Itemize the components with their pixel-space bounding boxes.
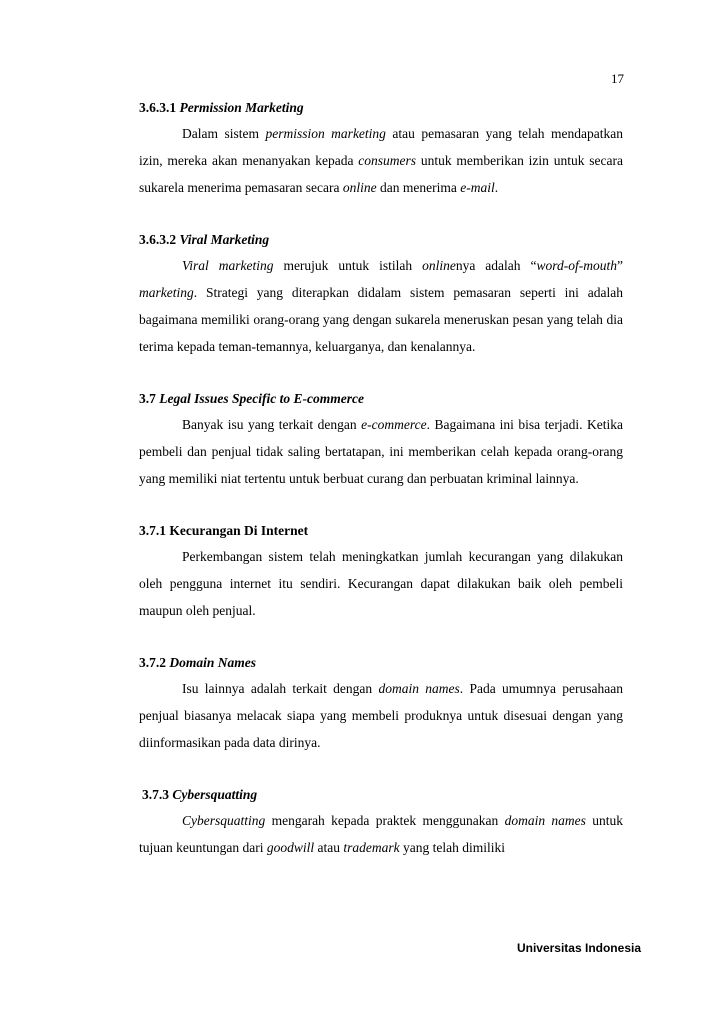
section-title: Legal Issues Specific to E-commerce xyxy=(159,391,364,406)
section-heading xyxy=(139,228,623,252)
italic-text: Viral marketing xyxy=(182,258,274,273)
body-text: . xyxy=(494,180,499,195)
section-3-7-3 xyxy=(139,783,623,861)
body-text: untuk tujuan keuntungan dari xyxy=(139,813,623,855)
italic-text: permission marketing xyxy=(265,126,386,141)
section-number: 3.7 xyxy=(139,391,156,406)
footer-institution: Universitas Indonesia xyxy=(516,941,641,955)
italic-text: domain names xyxy=(504,813,586,828)
section-3-7-2 xyxy=(139,651,623,756)
body-text: atau xyxy=(314,840,344,855)
italic-text: word-of-mouth xyxy=(536,258,617,273)
section-title: Permission Marketing xyxy=(179,100,304,115)
section-3-6-3-2 xyxy=(139,228,623,360)
section-heading xyxy=(139,387,623,411)
body-text: mengarah kepada praktek menggunakan xyxy=(265,813,505,828)
section-spacer xyxy=(139,624,623,651)
section-3-7 xyxy=(139,387,623,492)
section-heading xyxy=(139,96,623,120)
italic-text: e-commerce xyxy=(361,417,427,432)
body-text: dan menerima xyxy=(376,180,461,195)
section-paragraph xyxy=(139,807,623,861)
italic-text: Cybersquatting xyxy=(182,813,266,828)
italic-text: domain names xyxy=(378,681,460,696)
section-title: Viral Marketing xyxy=(179,232,270,247)
section-title: Cybersquatting xyxy=(172,787,258,802)
italic-text: trademark xyxy=(343,840,400,855)
body-text: nya adalah “ xyxy=(455,258,537,273)
body-text: Banyak isu yang terkait dengan xyxy=(182,417,362,432)
section-paragraph xyxy=(139,120,623,201)
italic-text: online xyxy=(422,258,456,273)
section-title: Domain Names xyxy=(169,655,257,670)
body-text: Dalam sistem xyxy=(182,126,266,141)
section-heading xyxy=(139,519,623,543)
italic-text: goodwill xyxy=(266,840,315,855)
italic-text: marketing xyxy=(139,285,194,300)
section-paragraph xyxy=(139,543,623,624)
italic-text: online xyxy=(342,180,377,195)
body-text: . Bagaimana ini bisa terjadi. Ketika pembeli dan penjual tidak saling bertatapan, ini memberikan celah kepada orang-orang yang memiliki niat tertentu untuk berbuat curang dan perbuatan kriminal lainnya. xyxy=(139,417,623,486)
section-spacer xyxy=(139,492,623,519)
section-heading xyxy=(142,783,623,807)
page-number: 17 xyxy=(611,71,624,86)
body-text: . Strategi yang diterapkan didalam sistem pemasaran seperti ini adalah bagaimana memiliki orang-orang yang dengan sukarela meneruskan pesan yang telah dia terima kepada teman-temannya, keluarganya, dan kenalannya. xyxy=(139,285,623,354)
section-paragraph xyxy=(139,411,623,492)
section-3-7-1 xyxy=(139,519,623,624)
section-title: Kecurangan Di Internet xyxy=(169,523,309,538)
section-number: 3.7.1 xyxy=(139,523,166,538)
section-spacer xyxy=(139,360,623,387)
italic-text: consumers xyxy=(358,153,417,168)
body-text: . Pada umumnya perusahaan penjual biasanya melacak siapa yang membeli produknya untuk disesuai dengan yang diinformasikan pada data dirinya. xyxy=(139,681,624,750)
section-number: 3.6.3.1 xyxy=(139,100,177,115)
section-paragraph xyxy=(139,252,623,360)
document-body xyxy=(139,96,623,861)
body-text: yang telah dimiliki xyxy=(399,840,505,855)
section-number: 3.7.3 xyxy=(142,787,169,802)
section-number: 3.7.2 xyxy=(139,655,166,670)
body-text: ” xyxy=(617,258,623,273)
section-3-6-3-1 xyxy=(139,96,623,201)
section-spacer xyxy=(139,756,623,783)
body-text: Isu lainnya adalah terkait dengan xyxy=(182,681,379,696)
body-text: atau pemasaran yang telah mendapatkan izin, mereka akan menanyakan kepada xyxy=(139,126,623,168)
section-heading xyxy=(139,651,623,675)
section-number: 3.6.3.2 xyxy=(139,232,177,247)
section-paragraph xyxy=(139,675,623,756)
body-text: merujuk untuk istilah xyxy=(273,258,423,273)
italic-text: e-mail xyxy=(460,180,495,195)
body-text: Perkembangan sistem telah meningkatkan jumlah kecurangan yang dilakukan oleh pengguna internet itu sendiri. Kecurangan dapat dilakukan baik oleh pembeli maupun oleh penjual. xyxy=(139,549,623,618)
section-spacer xyxy=(139,201,623,228)
body-text: untuk memberikan izin untuk secara sukarela menerima pemasaran secara xyxy=(139,153,623,195)
